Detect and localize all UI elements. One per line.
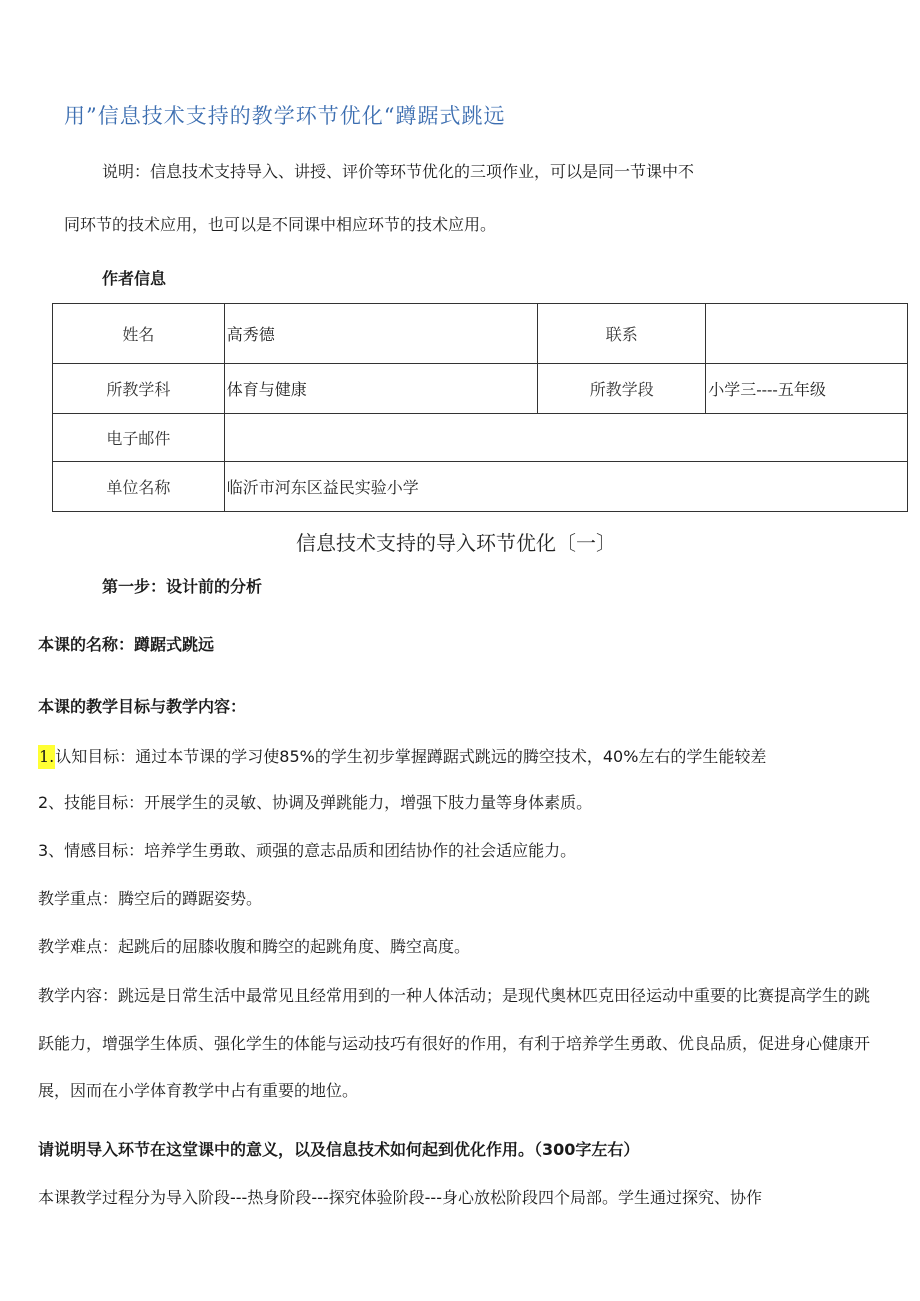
email-value (224, 414, 907, 462)
unit-value: 临沂市河东区益民实验小学 (224, 462, 907, 512)
name-value: 高秀德 (224, 304, 538, 364)
goal-1-text: 认知目标：通过本节课的学习使85%的学生初步掌握蹲踞式跳远的腾空技术，40%左右的学生能较差 (55, 747, 767, 766)
grade-value: 小学三----五年级 (706, 364, 908, 414)
author-heading: 作者信息 (102, 269, 167, 288)
unit-label: 单位名称 (53, 462, 225, 512)
name-label: 姓名 (53, 304, 225, 364)
contact-label: 联系 (538, 304, 706, 364)
email-label: 电子邮件 (53, 414, 225, 462)
content-line-1: 教学内容：跳远是日常生活中最常见且经常用到的一种人体活动；是现代奥林匹克田径运动中重要的比赛提高学生的跳 (38, 986, 871, 1005)
section-title: 信息技术支持的导入环节优化〔一〕 (296, 531, 616, 555)
lesson-name: 本课的名称：蹲踞式跳远 (38, 635, 215, 654)
step-1-heading: 第一步：设计前的分析 (102, 577, 263, 596)
difficulty: 教学难点：起跳后的屈膝收腹和腾空的起跳角度、腾空高度。 (38, 937, 471, 956)
content-line-2: 跃能力，增强学生体质、强化学生的体能与运动技巧有很好的作用，有利于培养学生勇敢、优良品质，促进身心健康开 (38, 1034, 871, 1053)
key-point: 教学重点：腾空后的蹲踞姿势。 (38, 889, 263, 908)
goal-2: 2、技能目标：开展学生的灵敏、协调及弹跳能力，增强下肢力量等身体素质。 (38, 793, 593, 812)
intro-line-1: 说明：信息技术支持导入、讲授、评价等环节优化的三项作业，可以是同一节课中不 (102, 162, 695, 181)
goal-1-number: 1. (38, 745, 55, 769)
answer-line-1: 本课教学过程分为导入阶段---热身阶段---探究体验阶段---身心放松阶段四个局部。学生通过探究、协作 (38, 1188, 762, 1207)
grade-label: 所教学段 (538, 364, 706, 414)
table-row (53, 414, 908, 462)
document-title: 用”信息技术支持的教学环节优化“蹲踞式跳远 (64, 104, 506, 128)
subject-value: 体育与健康 (224, 364, 538, 414)
contact-value (706, 304, 908, 364)
table-row (53, 304, 908, 364)
content-line-3: 展，因而在小学体育教学中占有重要的地位。 (38, 1081, 359, 1100)
question: 请说明导入环节在这堂课中的意义，以及信息技术如何起到优化作用。（300字左右） (38, 1140, 640, 1159)
subject-label: 所教学科 (53, 364, 225, 414)
table-row (53, 364, 908, 414)
intro-line-2: 同环节的技术应用，也可以是不同课中相应环节的技术应用。 (64, 215, 497, 234)
table-row (53, 462, 908, 512)
goal-1 (38, 745, 766, 769)
goals-heading: 本课的教学目标与教学内容： (38, 697, 247, 716)
goal-3: 3、情感目标：培养学生勇敢、顽强的意志品质和团结协作的社会适应能力。 (38, 841, 577, 860)
author-info-table (52, 303, 908, 512)
